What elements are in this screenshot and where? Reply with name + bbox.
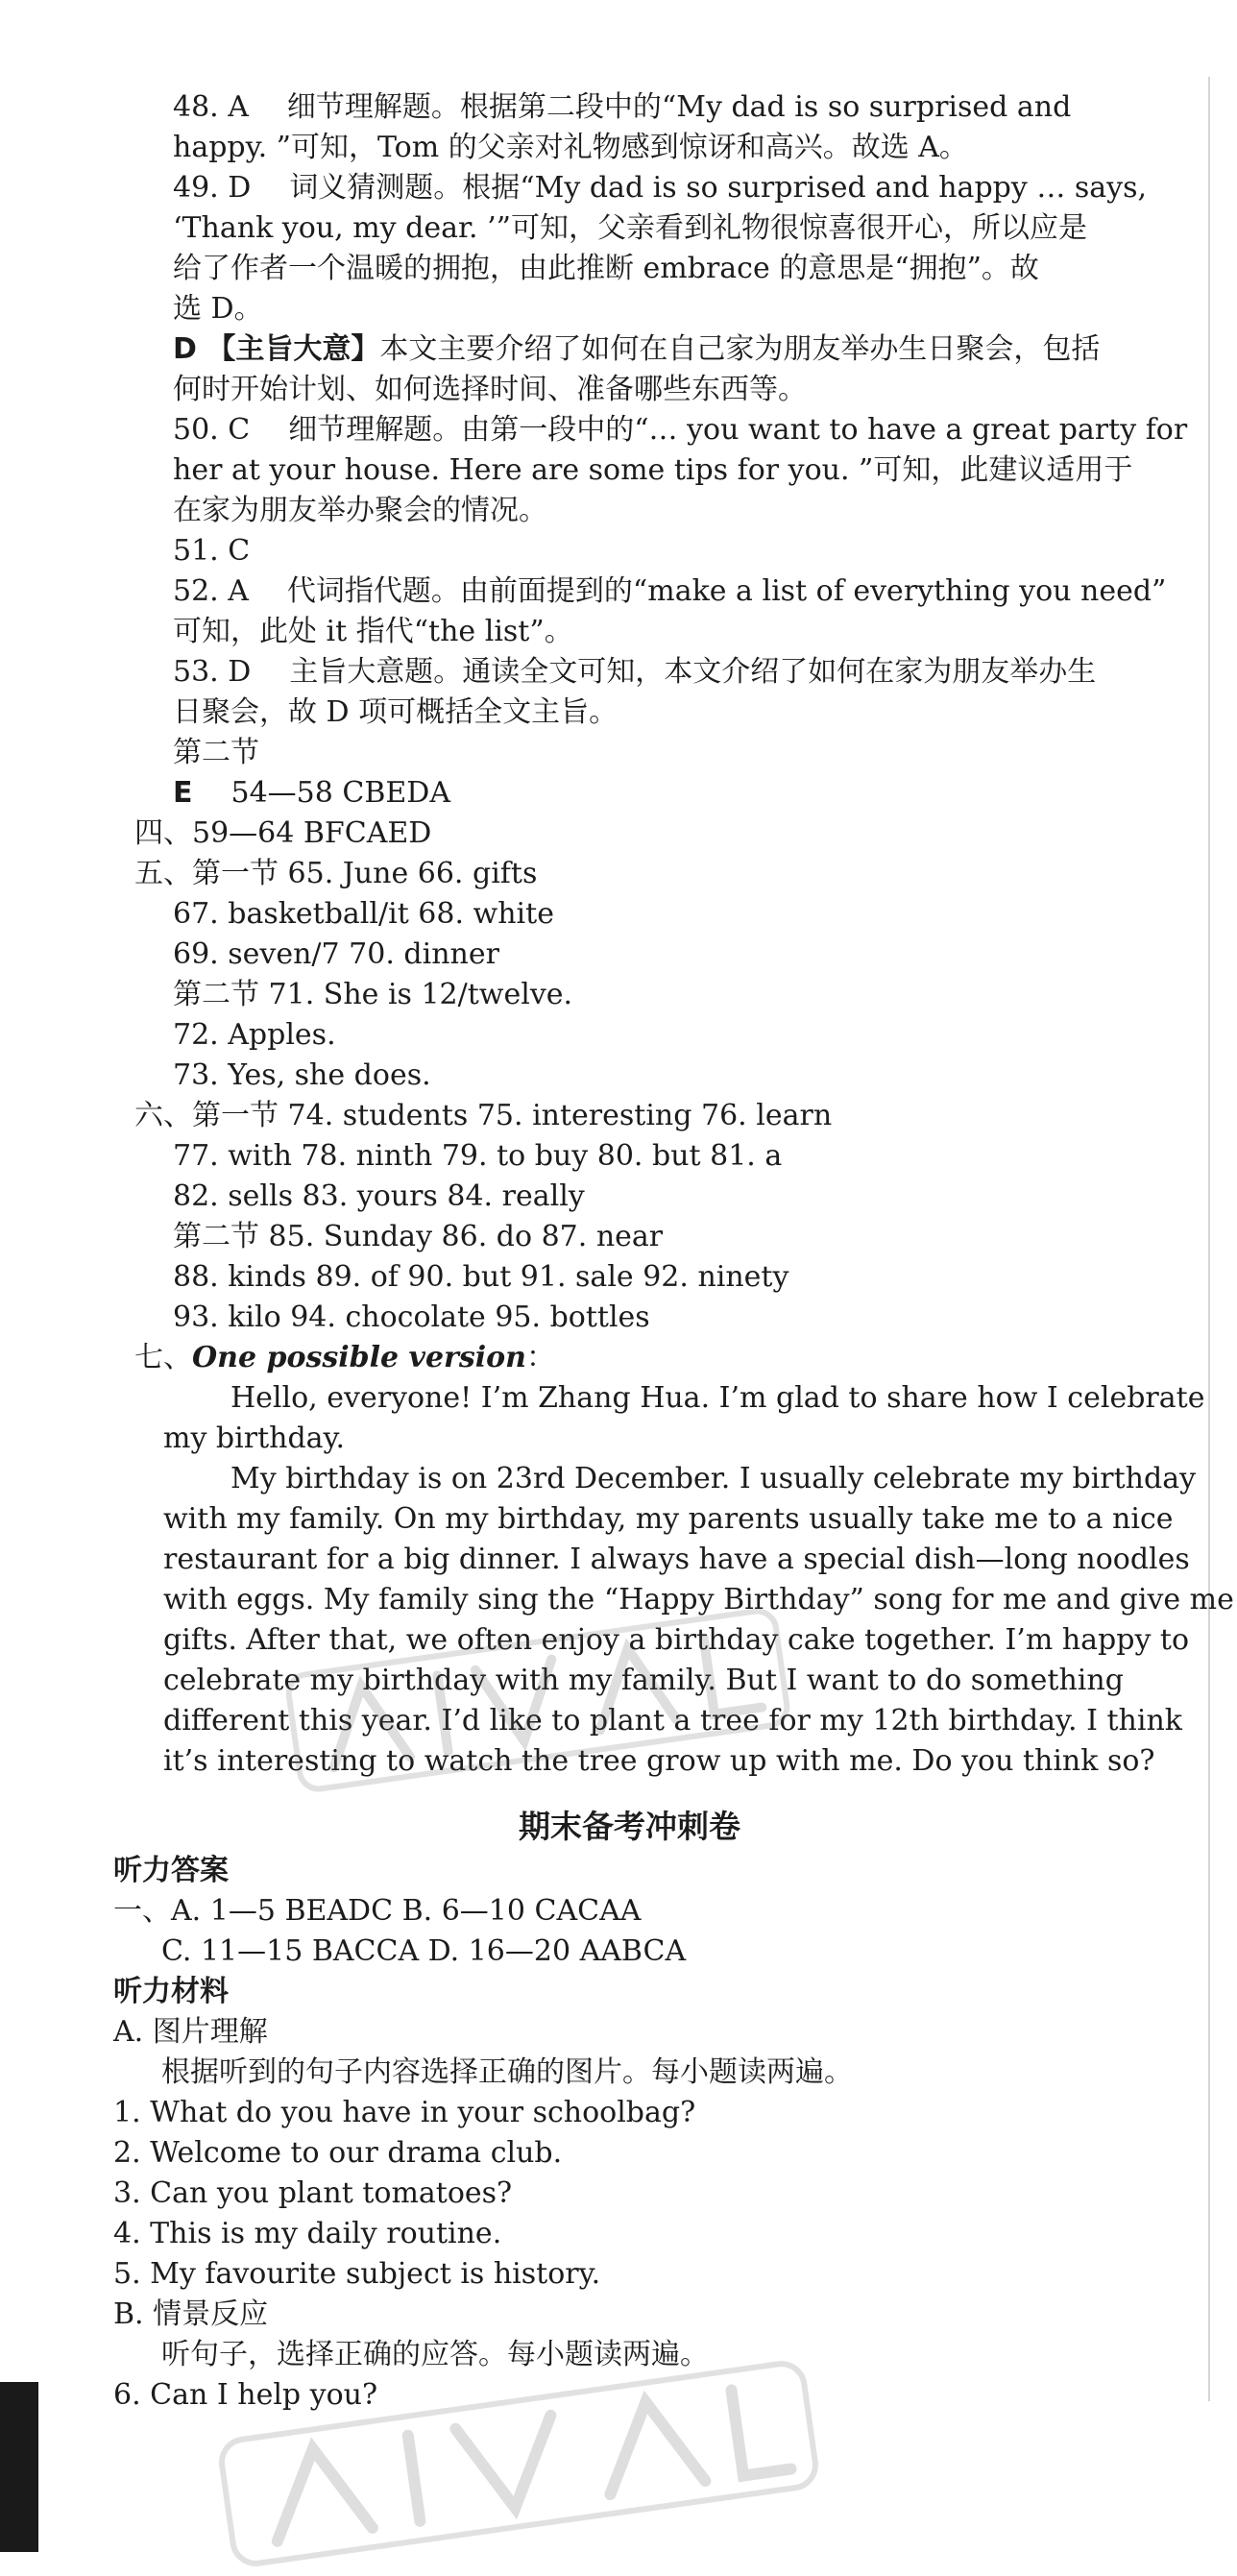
answer-part-4: 四、59—64 BFCAED [134,816,432,850]
listening-item-1: 1. What do you have in your schoolbag? [113,2096,696,2129]
essay-line-8: celebrate my birthday with my family. But I want to do something [163,1664,1124,1697]
part-a-heading: A. 图片理解 [113,2015,268,2049]
margin-rule [1208,77,1210,2401]
answer-part-6-line-6: 93. kilo 94. chocolate 95. bottles [173,1300,650,1334]
answer-e-54-58: E 54—58 CBEDA [173,776,451,810]
listening-item-2: 2. Welcome to our drama club. [113,2136,563,2170]
section-2-heading: 第二节 [173,736,259,769]
answer-48-line-1: 48. A 细节理解题。根据第二段中的“My dad is so surprised and [173,90,1072,124]
answer-part-6-line-5: 88. kinds 89. of 90. but 91. sale 92. ninety [173,1260,789,1294]
answer-50-line-1: 50. C 细节理解题。由第一段中的“… you want to have a great party for [173,413,1188,447]
answer-part-6-line-2: 77. with 78. ninth 79. to buy 80. but 81. a [173,1139,783,1173]
listening-answers-heading: 听力答案 [113,1854,229,1887]
listening-item-6: 6. Can I help you? [113,2378,378,2412]
essay-line-4: with my family. On my birthday, my parents usually take me to a nice [163,1502,1174,1536]
answer-part-5-line-4: 第二节 71. She is 12/twelve. [173,978,573,1011]
answer-part-6-line-3: 82. sells 83. yours 84. really [173,1179,585,1213]
answer-part-5-line-2: 67. basketball/it 68. white [173,897,554,931]
answer-part-6-line-1: 六、第一节 74. students 75. interesting 76. learn [134,1099,833,1132]
answer-53-line-1: 53. D 主旨大意题。通读全文可知，本文介绍了如何在家为朋友举办生 [173,655,1097,689]
essay-line-10: it’s interesting to watch the tree grow up with me. Do you think so? [163,1744,1155,1778]
passage-d-summary-line-1: D 【主旨大意】本文主要介绍了如何在自己家为朋友举办生日聚会，包括 [173,332,1101,366]
listening-answers-line-1: 一、A. 1—5 BEADC B. 6—10 CACAA [113,1894,642,1928]
essay-line-9: different this year. I’d like to plant a tree for my 12th birthday. I think [163,1704,1182,1738]
essay-line-6: with eggs. My family sing the “Happy Birthday” song for me and give me [163,1583,1234,1616]
binding-edge [0,2382,38,2552]
answer-part-5-line-5: 72. Apples. [173,1018,336,1052]
answer-part-7-heading: 七、One possible version： [134,1341,555,1374]
essay-line-2: my birthday. [163,1422,346,1455]
listening-item-5: 5. My favourite subject is history. [113,2257,601,2291]
answer-part-6-line-4: 第二节 85. Sunday 86. do 87. near [173,1220,664,1253]
listening-item-4: 4. This is my daily routine. [113,2217,502,2250]
section-title: 期末备考冲刺卷 [519,1808,740,1845]
answer-part-5-line-3: 69. seven/7 70. dinner [173,937,499,971]
essay-line-1: Hello, everyone! I’m Zhang Hua. I’m glad to share how I celebrate [230,1381,1205,1415]
part-b-instructions: 听句子，选择正确的应答。每小题读两遍。 [161,2338,709,2371]
answer-49-line-4: 选 D。 [173,292,263,326]
passage-d-summary-line-2: 何时开始计划、如何选择时间、准备哪些东西等。 [173,373,807,406]
answer-part-5-line-1: 五、第一节 65. June 66. gifts [134,857,538,890]
essay-line-7: gifts. After that, we often enjoy a birthday cake together. I’m happy to [163,1623,1190,1657]
answer-50-line-2: her at your house. Here are some tips for you. ”可知，此建议适用于 [173,453,1133,487]
answer-49-line-1: 49. D 词义猜测题。根据“My dad is so surprised and happy … says, [173,171,1148,205]
listening-item-3: 3. Can you plant tomatoes? [113,2176,513,2210]
listening-materials-heading: 听力材料 [113,1975,229,2008]
answer-52-line-2: 可知，此处 it 指代“the list”。 [173,615,573,648]
answer-51: 51. C [173,534,251,568]
essay-line-3: My birthday is on 23rd December. I usually celebrate my birthday [230,1462,1197,1495]
essay-line-5: restaurant for a big dinner. I always have a special dish—long noodles [163,1543,1190,1576]
answer-50-line-3: 在家为朋友举办聚会的情况。 [173,494,547,527]
answer-53-line-2: 日聚会，故 D 项可概括全文主旨。 [173,695,618,729]
listening-answers-line-2: C. 11—15 BACCA D. 16—20 AABCA [161,1934,687,1968]
answer-48-line-2: happy. ”可知，Tom 的父亲对礼物感到惊讶和高兴。故选 A。 [173,131,968,164]
part-a-instructions: 根据听到的句子内容选择正确的图片。每小题读两遍。 [161,2055,853,2089]
part-b-heading: B. 情景反应 [113,2297,269,2331]
answer-49-line-3: 给了作者一个温暖的拥抱，由此推断 embrace 的意思是“拥抱”。故 [173,252,1039,285]
answer-part-5-line-6: 73. Yes, she does. [173,1058,431,1092]
answer-49-line-2: ‘Thank you, my dear. ’”可知，父亲看到礼物很惊喜很开心，所以应是 [173,211,1087,245]
answer-52-line-1: 52. A 代词指代题。由前面提到的“make a list of everything you need” [173,574,1167,608]
